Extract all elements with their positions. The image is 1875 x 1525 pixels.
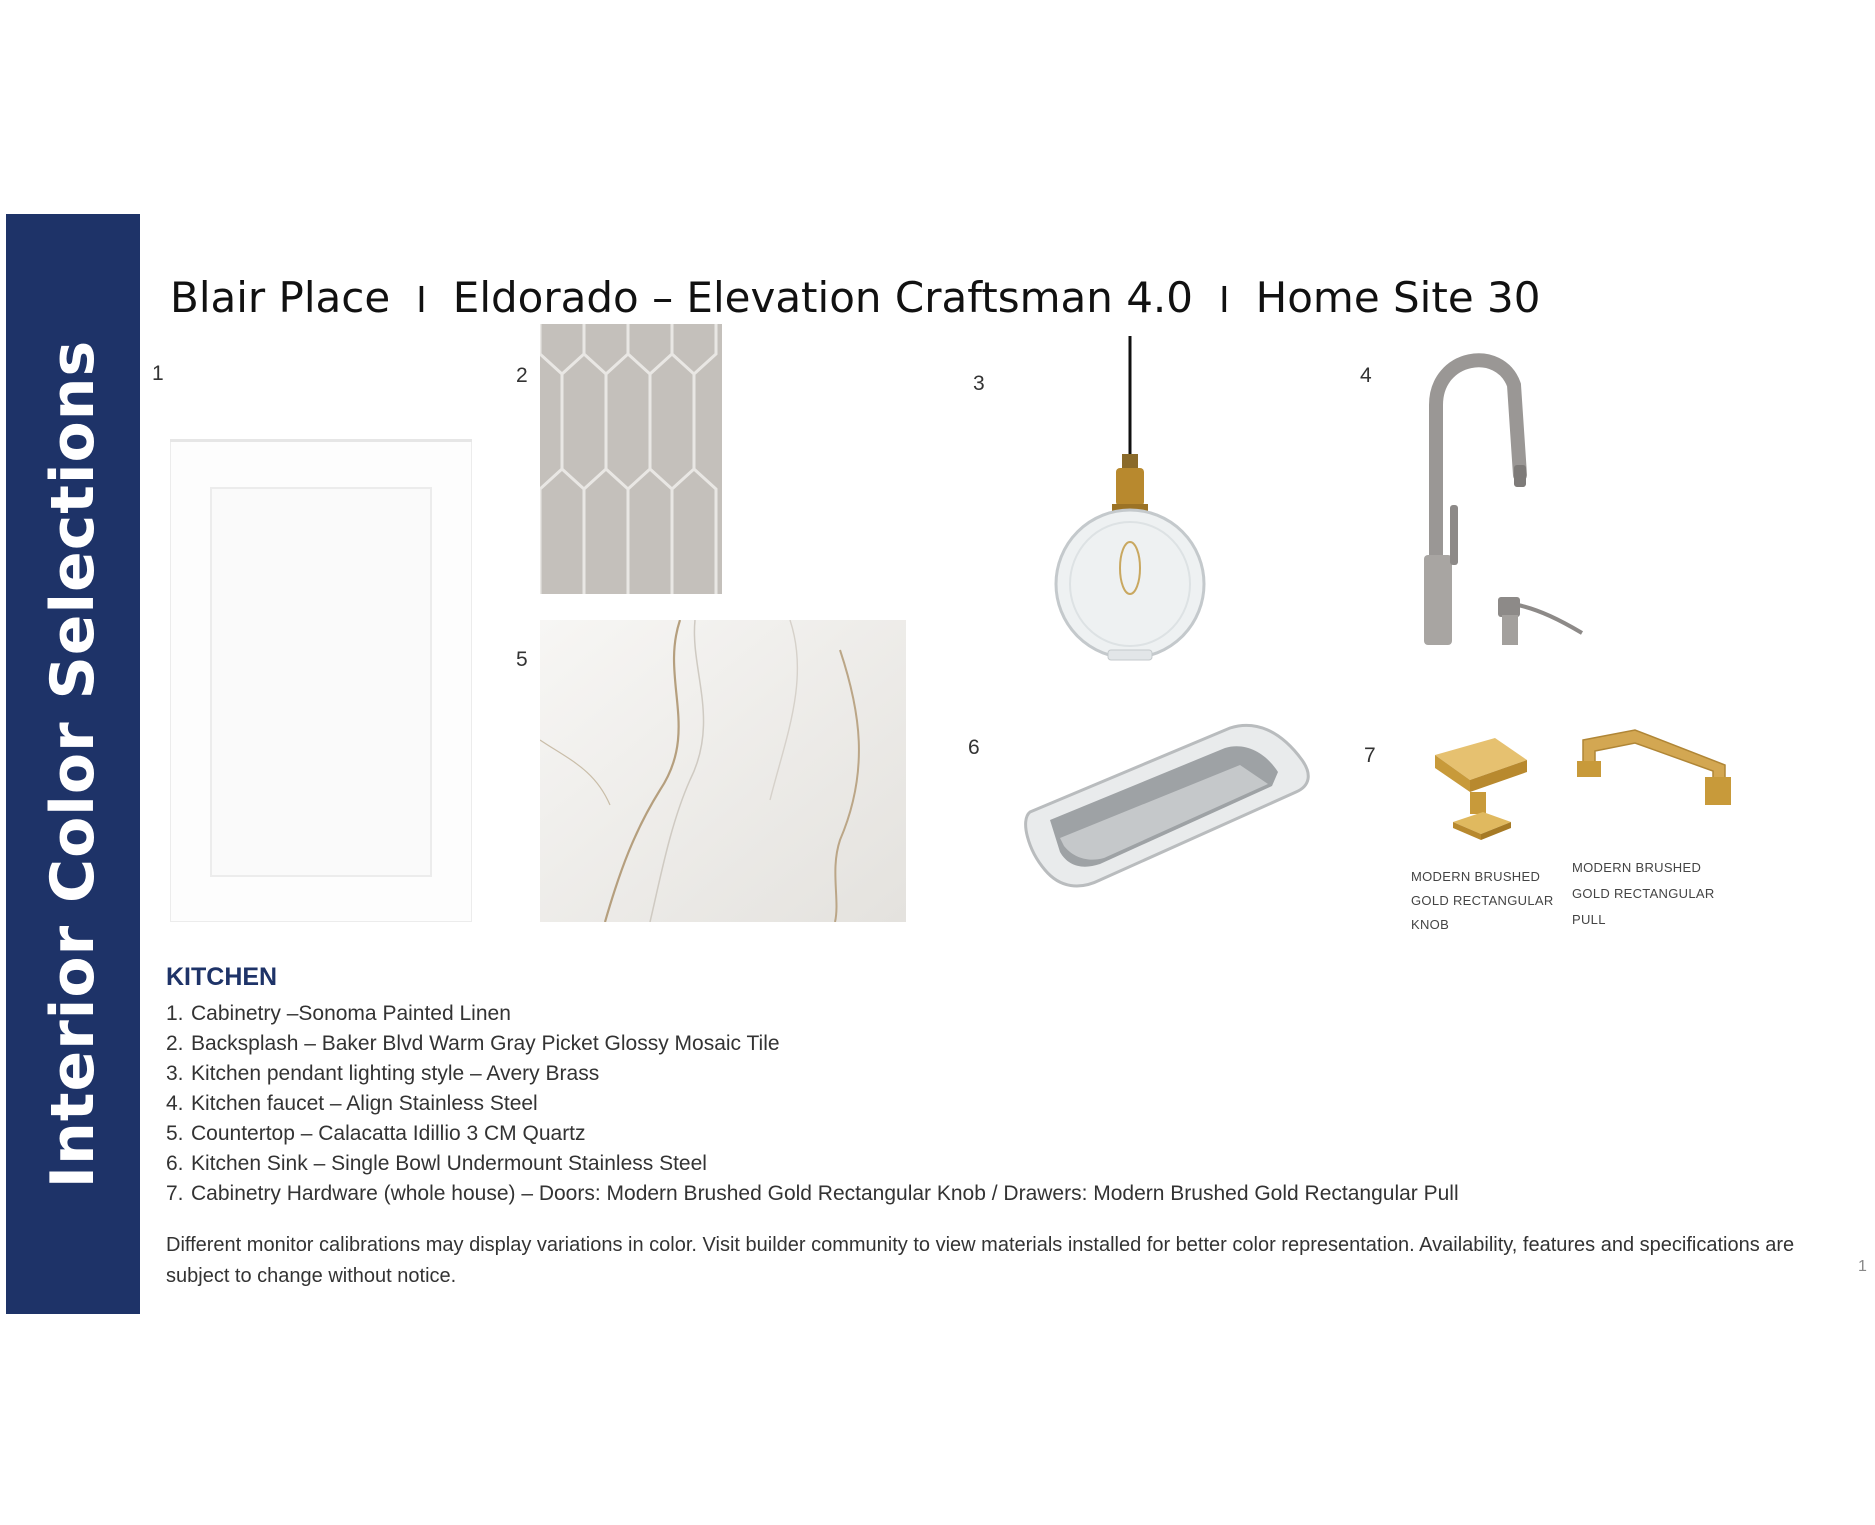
knob-caption-line: GOLD RECTANGULAR (1411, 893, 1554, 908)
list-item-number: 7. (166, 1182, 184, 1205)
kitchen-sink-image (1020, 720, 1320, 895)
pendant-light-image (1050, 336, 1210, 676)
faucet-image (1410, 335, 1610, 655)
sidebar-title: Interior Color Selections (38, 339, 108, 1189)
countertop-quartz-swatch (540, 620, 906, 922)
disclaimer-text: Different monitor calibrations may display variations in color. Visit builder community to view materials installed for better color representation. Availability, features and specifications are subject to change without notice. (166, 1234, 1795, 1287)
list-item (166, 1149, 1459, 1179)
home-site: Home Site 30 (1255, 273, 1541, 322)
list-item (166, 1059, 1459, 1089)
knob-caption (1411, 865, 1554, 937)
list-item-number: 2. (166, 1032, 184, 1055)
list-item (166, 999, 1459, 1029)
pull-caption-line: PULL (1572, 912, 1606, 927)
list-item-text: Cabinetry –Sonoma Painted Linen (191, 1002, 511, 1025)
list-item (166, 1089, 1459, 1119)
item-number-6: 6 (968, 736, 980, 759)
list-item (166, 1119, 1459, 1149)
item-number-2: 2 (516, 364, 528, 387)
community-name: Blair Place (170, 273, 391, 322)
knob-caption-line: KNOB (1411, 917, 1450, 932)
plan-name: Eldorado – Elevation Craftsman 4.0 (452, 273, 1194, 322)
list-item-text: Cabinetry Hardware (whole house) – Doors: Modern Brushed Gold Rectangular Knob / Drawers: Modern Brushed Gold Rectangular Pull (191, 1182, 1459, 1205)
list-item-number: 5. (166, 1122, 184, 1145)
item-number-1: 1 (152, 362, 164, 385)
list-item-text: Kitchen faucet – Align Stainless Steel (191, 1092, 538, 1115)
kitchen-heading: KITCHEN (166, 963, 278, 991)
cabinet-top-rail (170, 324, 472, 442)
title-separator: I (1219, 280, 1230, 321)
pull-caption-line: GOLD RECTANGULAR (1572, 886, 1715, 901)
title-separator: I (416, 280, 427, 321)
pull-caption (1572, 855, 1715, 933)
item-number-3: 3 (973, 372, 985, 395)
cabinet-panel (210, 487, 432, 877)
page-title (170, 273, 1540, 322)
cabinet-pull-image (1575, 725, 1735, 815)
list-item-number: 1. (166, 1002, 184, 1025)
cabinet-knob-image (1425, 730, 1535, 840)
knob-caption-line: MODERN BRUSHED (1411, 869, 1541, 884)
list-item-number: 4. (166, 1092, 184, 1115)
item-number-5: 5 (516, 648, 528, 671)
list-item-text: Backsplash – Baker Blvd Warm Gray Picket Glossy Mosaic Tile (191, 1032, 780, 1055)
list-item-text: Kitchen pendant lighting style – Avery Brass (191, 1062, 600, 1085)
list-item-number: 3. (166, 1062, 184, 1085)
pull-caption-line: MODERN BRUSHED (1572, 860, 1702, 875)
list-item-text: Kitchen Sink – Single Bowl Undermount Stainless Steel (191, 1152, 707, 1175)
item-number-4: 4 (1360, 364, 1372, 387)
cabinet-door-swatch (170, 324, 472, 922)
kitchen-selections-list (166, 999, 1459, 1209)
list-item-number: 6. (166, 1152, 184, 1175)
list-item (166, 1029, 1459, 1059)
page-number: 1 (1858, 1258, 1867, 1275)
backsplash-tile-swatch (540, 324, 722, 594)
list-item-text: Countertop – Calacatta Idillio 3 CM Quartz (191, 1122, 586, 1145)
item-number-7: 7 (1364, 744, 1376, 767)
list-item (166, 1179, 1459, 1209)
